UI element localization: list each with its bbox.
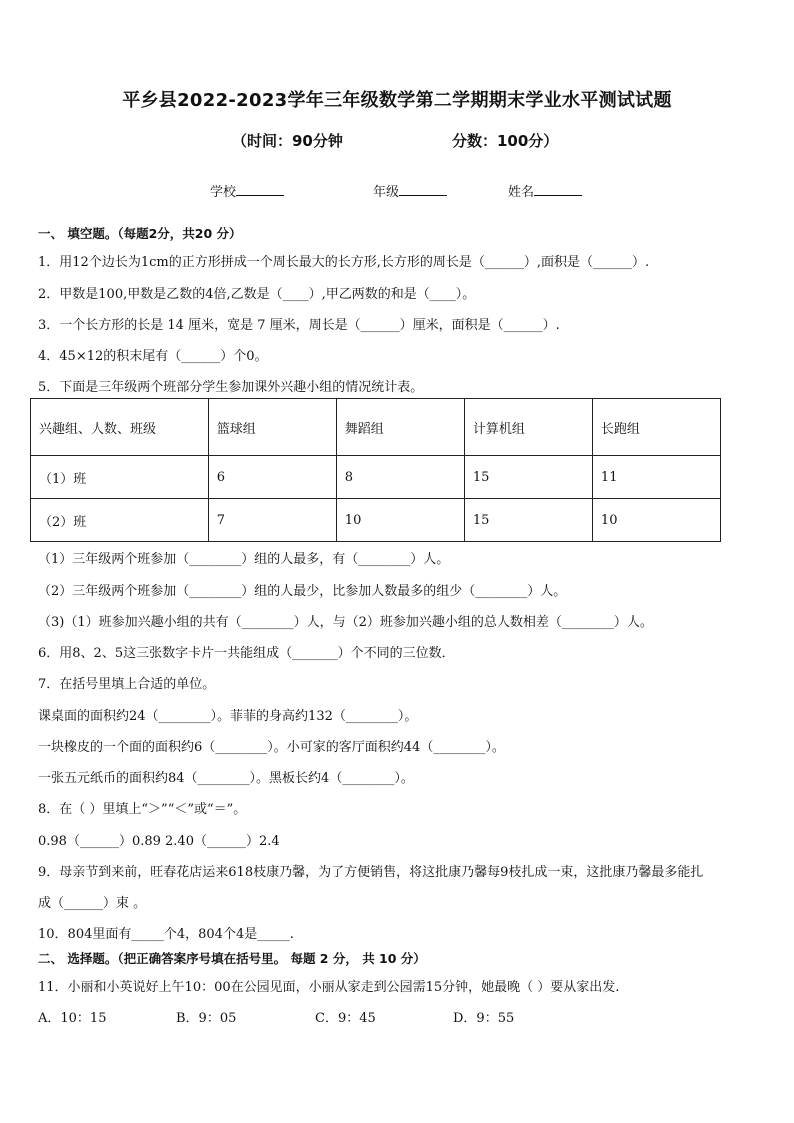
section-1-heading: 一、 填空题。（每题2分，共20 分） (38, 226, 242, 241)
question-11-stem: 11．小丽和小英说好上午10：00在公园见面，小丽从家走到公园需15分钟，她最晚（ ）要从家出发. (38, 980, 620, 995)
option-b[interactable]: B．9：05 (176, 1011, 237, 1026)
question-4: 4．45×12的积末尾有（______）个0。 (38, 349, 268, 364)
table-cell: 7 (208, 499, 336, 542)
question-7-line-3: 一张五元纸币的面积约84（________）。黑板长约4（________）。 (38, 771, 414, 786)
table-header-cell: 计算机组 (464, 399, 592, 456)
grade-field[interactable]: 年级 (373, 181, 447, 200)
question-5-sub-1: （1）三年级两个班参加（________）组的人最多，有（________）人。 (38, 552, 450, 567)
question-8-line-1: 0.98（______）0.89 2.40（______）2.4 (38, 834, 280, 849)
question-7-intro: 7．在括号里填上合适的单位。 (38, 677, 216, 692)
table-cell: （2）班 (31, 499, 209, 542)
table-cell: 15 (464, 499, 592, 542)
question-6: 6．用8、2、5这三张数字卡片一共能组成（_______）个不同的三位数． (38, 646, 455, 661)
table-cell: 6 (208, 456, 336, 499)
question-5-sub-3: （3)（1）班参加兴趣小组的共有（________）人，与（2）班参加兴趣小组的总人数相差（________）人。 (38, 615, 653, 630)
table-cell: 10 (592, 499, 720, 542)
table-header-cell: 长跑组 (592, 399, 720, 456)
option-c[interactable]: C．9：45 (315, 1011, 376, 1026)
question-1: 1．用12个边长为1cm的正方形拼成一个周长最大的长方形,长方形的周长是（______）,面积是（______）. (38, 255, 650, 270)
question-5-sub-2: （2）三年级两个班参加（________）组的人最少，比参加人数最多的组少（________）人。 (38, 584, 567, 599)
question-3: 3．一个长方形的长是 14 厘米，宽是 7 厘米，周长是（______）厘米，面积是（______）. (38, 318, 560, 333)
table-header-cell: 篮球组 (208, 399, 336, 456)
question-2: 2．甲数是100,甲数是乙数的4倍,乙数是（____）,甲乙两数的和是（____）。 (38, 287, 476, 302)
option-a[interactable]: A．10：15 (38, 1011, 107, 1026)
table-row (31, 499, 721, 542)
question-9-line-1: 9．母亲节到来前，旺春花店运来618枝康乃馨，为了方便销售，将这批康乃馨每9枝扎成一束，这批康乃馨最多能扎 (38, 865, 704, 880)
interest-group-table (30, 398, 721, 542)
exam-score: 分数：100分） (452, 132, 559, 150)
option-d[interactable]: D．9：55 (453, 1011, 515, 1026)
table-cell: 15 (464, 456, 592, 499)
table-cell: （1）班 (31, 456, 209, 499)
table-header-cell: 舞蹈组 (336, 399, 464, 456)
table-header-cell: 兴趣组、人数、班级 (31, 399, 209, 456)
table-cell: 10 (336, 499, 464, 542)
question-7-line-2: 一块橡皮的一个面的面积约6（________）。小可家的客厅面积约44（________）。 (38, 740, 505, 755)
question-9-line-2: 成（______）束 。 (38, 896, 147, 911)
question-8-intro: 8．在（ ）里填上“＞”“＜”或“＝”。 (38, 802, 247, 817)
table-cell: 11 (592, 456, 720, 499)
exam-time: （时间：90分钟 (232, 132, 343, 150)
question-10: 10．804里面有_____个4，804个4是_____. (38, 927, 294, 942)
question-5-intro: 5．下面是三年级两个班部分学生参加课外兴趣小组的情况统计表。 (38, 380, 424, 395)
exam-title: 平乡县2022-2023学年三年级数学第二学期期末学业水平测试试题 (122, 90, 672, 111)
name-field[interactable]: 姓名 (508, 181, 582, 200)
table-cell: 8 (336, 456, 464, 499)
school-field[interactable]: 学校 (210, 181, 284, 200)
question-7-line-1: 课桌面的面积约24（________）。菲菲的身高约132（________）。 (38, 709, 418, 724)
table-row (31, 456, 721, 499)
table-header-row (31, 399, 721, 456)
section-2-heading: 二、 选择题。（把正确答案序号填在括号里。 每题 2 分， 共 10 分） (38, 951, 426, 966)
